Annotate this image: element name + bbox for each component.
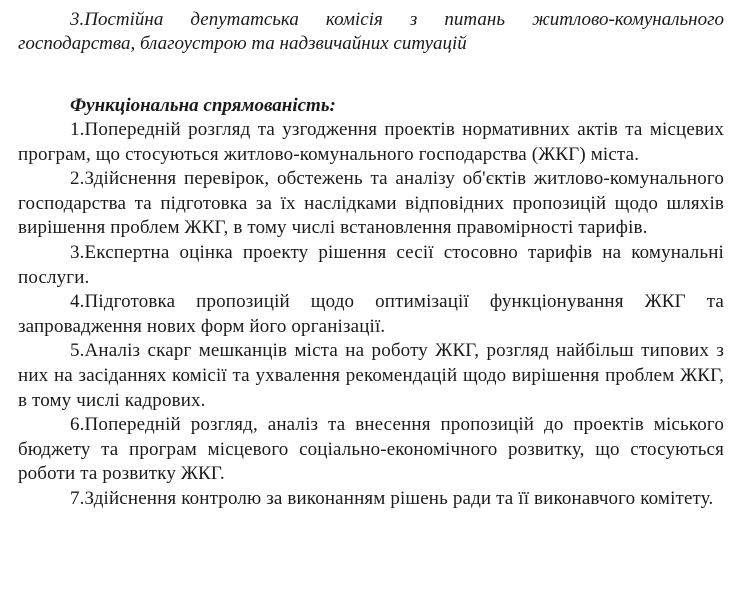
duty-item-1: 1.Попередній розгляд та узгодження проектів нормативних актів та місцевих програм, що стосуються житлово-комунального господарства (ЖКГ) міста. — [18, 119, 724, 165]
committee-heading: 3.Постійна депутатська комісія з питань житлово-комунального господарства, благоустрою та надзвичайних ситуацій — [18, 9, 724, 54]
duty-item-7: 7.Здійснення контролю за виконанням рішень ради та її виконавчого комітету. — [70, 487, 714, 509]
duty-item-3: 3.Експертна оцінка проекту рішення сесії стосовно тарифів на комунальні послуги. — [18, 241, 724, 288]
duty-item-6: 6.Попередній розгляд, аналіз та внесення пропозицій до проектів міського бюджету та програм місцевого соціально-економічного розвитку, що стосуються роботи та розвитку ЖКГ. — [18, 414, 724, 485]
duty-item-2: 2.Здійснення перевірок, обстежень та аналізу об'єктів житлово-комунального господарства та підготовка за їх наслідками відповідних пропозицій щодо шляхів вирішення проблем ЖКГ, в тому числі встановлення правомірності тарифів. — [18, 168, 724, 239]
duty-item-4: 4.Підготовка пропозицій щодо оптимізації функціонування ЖКГ та запровадження нових форм його організації. — [18, 291, 724, 337]
functional-focus-heading: Функціональна спрямованість: — [70, 95, 336, 116]
duties-list — [18, 118, 724, 512]
document-page — [18, 8, 724, 512]
duty-item-5: 5.Аналіз скарг мешканців міста на роботу ЖКГ, розгляд найбільш типових з них на засіданнях комісії та ухвалення рекомендацій щодо вирішення проблем ЖКГ, в тому числі кадрових. — [18, 340, 724, 411]
